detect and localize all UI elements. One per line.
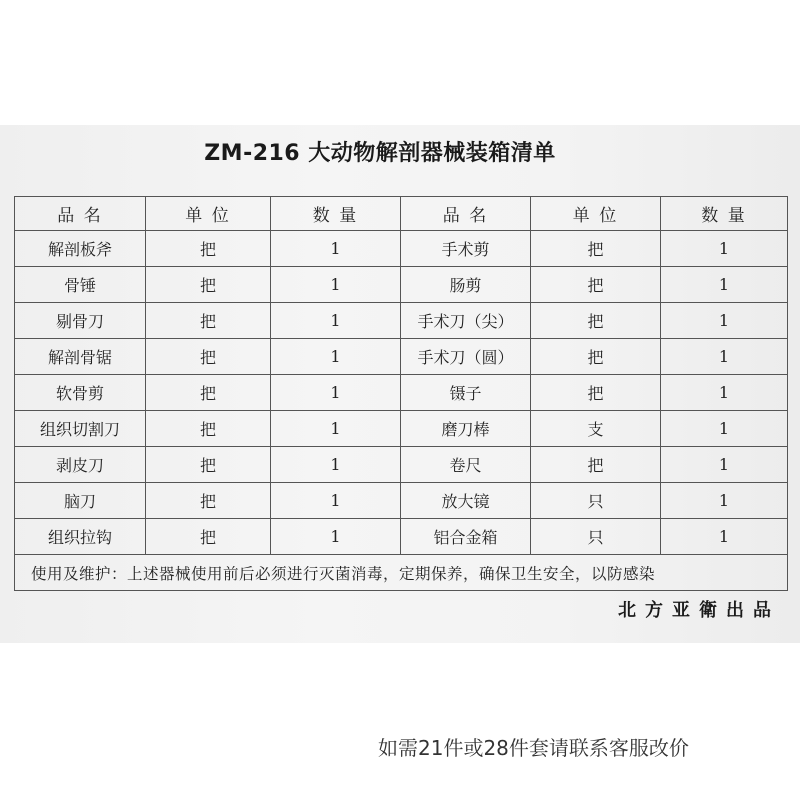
item-name: 卷尺: [401, 447, 531, 483]
item-quantity: 1: [661, 483, 788, 519]
header-unit: 单 位: [146, 197, 271, 231]
manufacturer-label: 北方亚衛出品: [618, 600, 780, 621]
item-unit: 把: [531, 375, 661, 411]
item-name: 手术刀（尖）: [401, 303, 531, 339]
item-quantity: 1: [271, 231, 401, 267]
item-unit: 把: [531, 231, 661, 267]
item-quantity: 1: [661, 447, 788, 483]
item-unit: 把: [146, 267, 271, 303]
item-quantity: 1: [271, 483, 401, 519]
item-quantity: 1: [661, 519, 788, 555]
usage-note: 使用及维护：上述器械使用前后必须进行灭菌消毒，定期保养，确保卫生安全，以防感染: [15, 555, 788, 591]
item-unit: 把: [146, 519, 271, 555]
item-unit: 只: [531, 519, 661, 555]
item-name: 解剖板斧: [15, 231, 146, 267]
document-title: ZM-216 大动物解剖器械装箱清单: [204, 141, 556, 166]
table-row: [15, 303, 788, 339]
packing-list-table: [14, 196, 788, 591]
item-name: 放大镜: [401, 483, 531, 519]
header-item-name: 品 名: [401, 197, 531, 231]
item-unit: 把: [146, 411, 271, 447]
item-name: 剔骨刀: [15, 303, 146, 339]
table-row: [15, 231, 788, 267]
header-quantity: 数 量: [661, 197, 788, 231]
item-unit: 把: [146, 231, 271, 267]
item-name: 磨刀棒: [401, 411, 531, 447]
price-notice: 如需21件或28件套请联系客服改价: [378, 736, 689, 760]
item-quantity: 1: [661, 411, 788, 447]
item-unit: 把: [531, 339, 661, 375]
item-name: 解剖骨锯: [15, 339, 146, 375]
item-unit: 把: [531, 303, 661, 339]
item-name: 骨锤: [15, 267, 146, 303]
header-quantity: 数 量: [271, 197, 401, 231]
table-row: [15, 375, 788, 411]
item-name: 铝合金箱: [401, 519, 531, 555]
table-row: [15, 447, 788, 483]
item-quantity: 1: [271, 519, 401, 555]
item-name: 组织切割刀: [15, 411, 146, 447]
item-quantity: 1: [271, 303, 401, 339]
item-name: 软骨剪: [15, 375, 146, 411]
item-name: 组织拉钩: [15, 519, 146, 555]
item-name: 手术剪: [401, 231, 531, 267]
item-quantity: 1: [271, 411, 401, 447]
item-name: 脑刀: [15, 483, 146, 519]
item-unit: 只: [531, 483, 661, 519]
item-unit: 把: [146, 483, 271, 519]
item-quantity: 1: [271, 375, 401, 411]
table-row: [15, 339, 788, 375]
table-row: [15, 519, 788, 555]
header-item-name: 品 名: [15, 197, 146, 231]
item-quantity: 1: [661, 375, 788, 411]
header-unit: 单 位: [531, 197, 661, 231]
item-name: 肠剪: [401, 267, 531, 303]
item-unit: 把: [146, 339, 271, 375]
item-unit: 把: [146, 447, 271, 483]
table-row: [15, 267, 788, 303]
item-unit: 把: [146, 303, 271, 339]
item-quantity: 1: [661, 231, 788, 267]
item-name: 剥皮刀: [15, 447, 146, 483]
item-quantity: 1: [661, 339, 788, 375]
item-quantity: 1: [271, 267, 401, 303]
table-header-row: [15, 197, 788, 231]
item-name: 手术刀（圆）: [401, 339, 531, 375]
table-row: [15, 411, 788, 447]
item-quantity: 1: [271, 447, 401, 483]
item-unit: 把: [531, 267, 661, 303]
item-quantity: 1: [661, 303, 788, 339]
item-unit: 把: [531, 447, 661, 483]
usage-note-row: [15, 555, 788, 591]
item-quantity: 1: [271, 339, 401, 375]
item-quantity: 1: [661, 267, 788, 303]
item-unit: 把: [146, 375, 271, 411]
table-row: [15, 483, 788, 519]
item-unit: 支: [531, 411, 661, 447]
item-name: 镊子: [401, 375, 531, 411]
